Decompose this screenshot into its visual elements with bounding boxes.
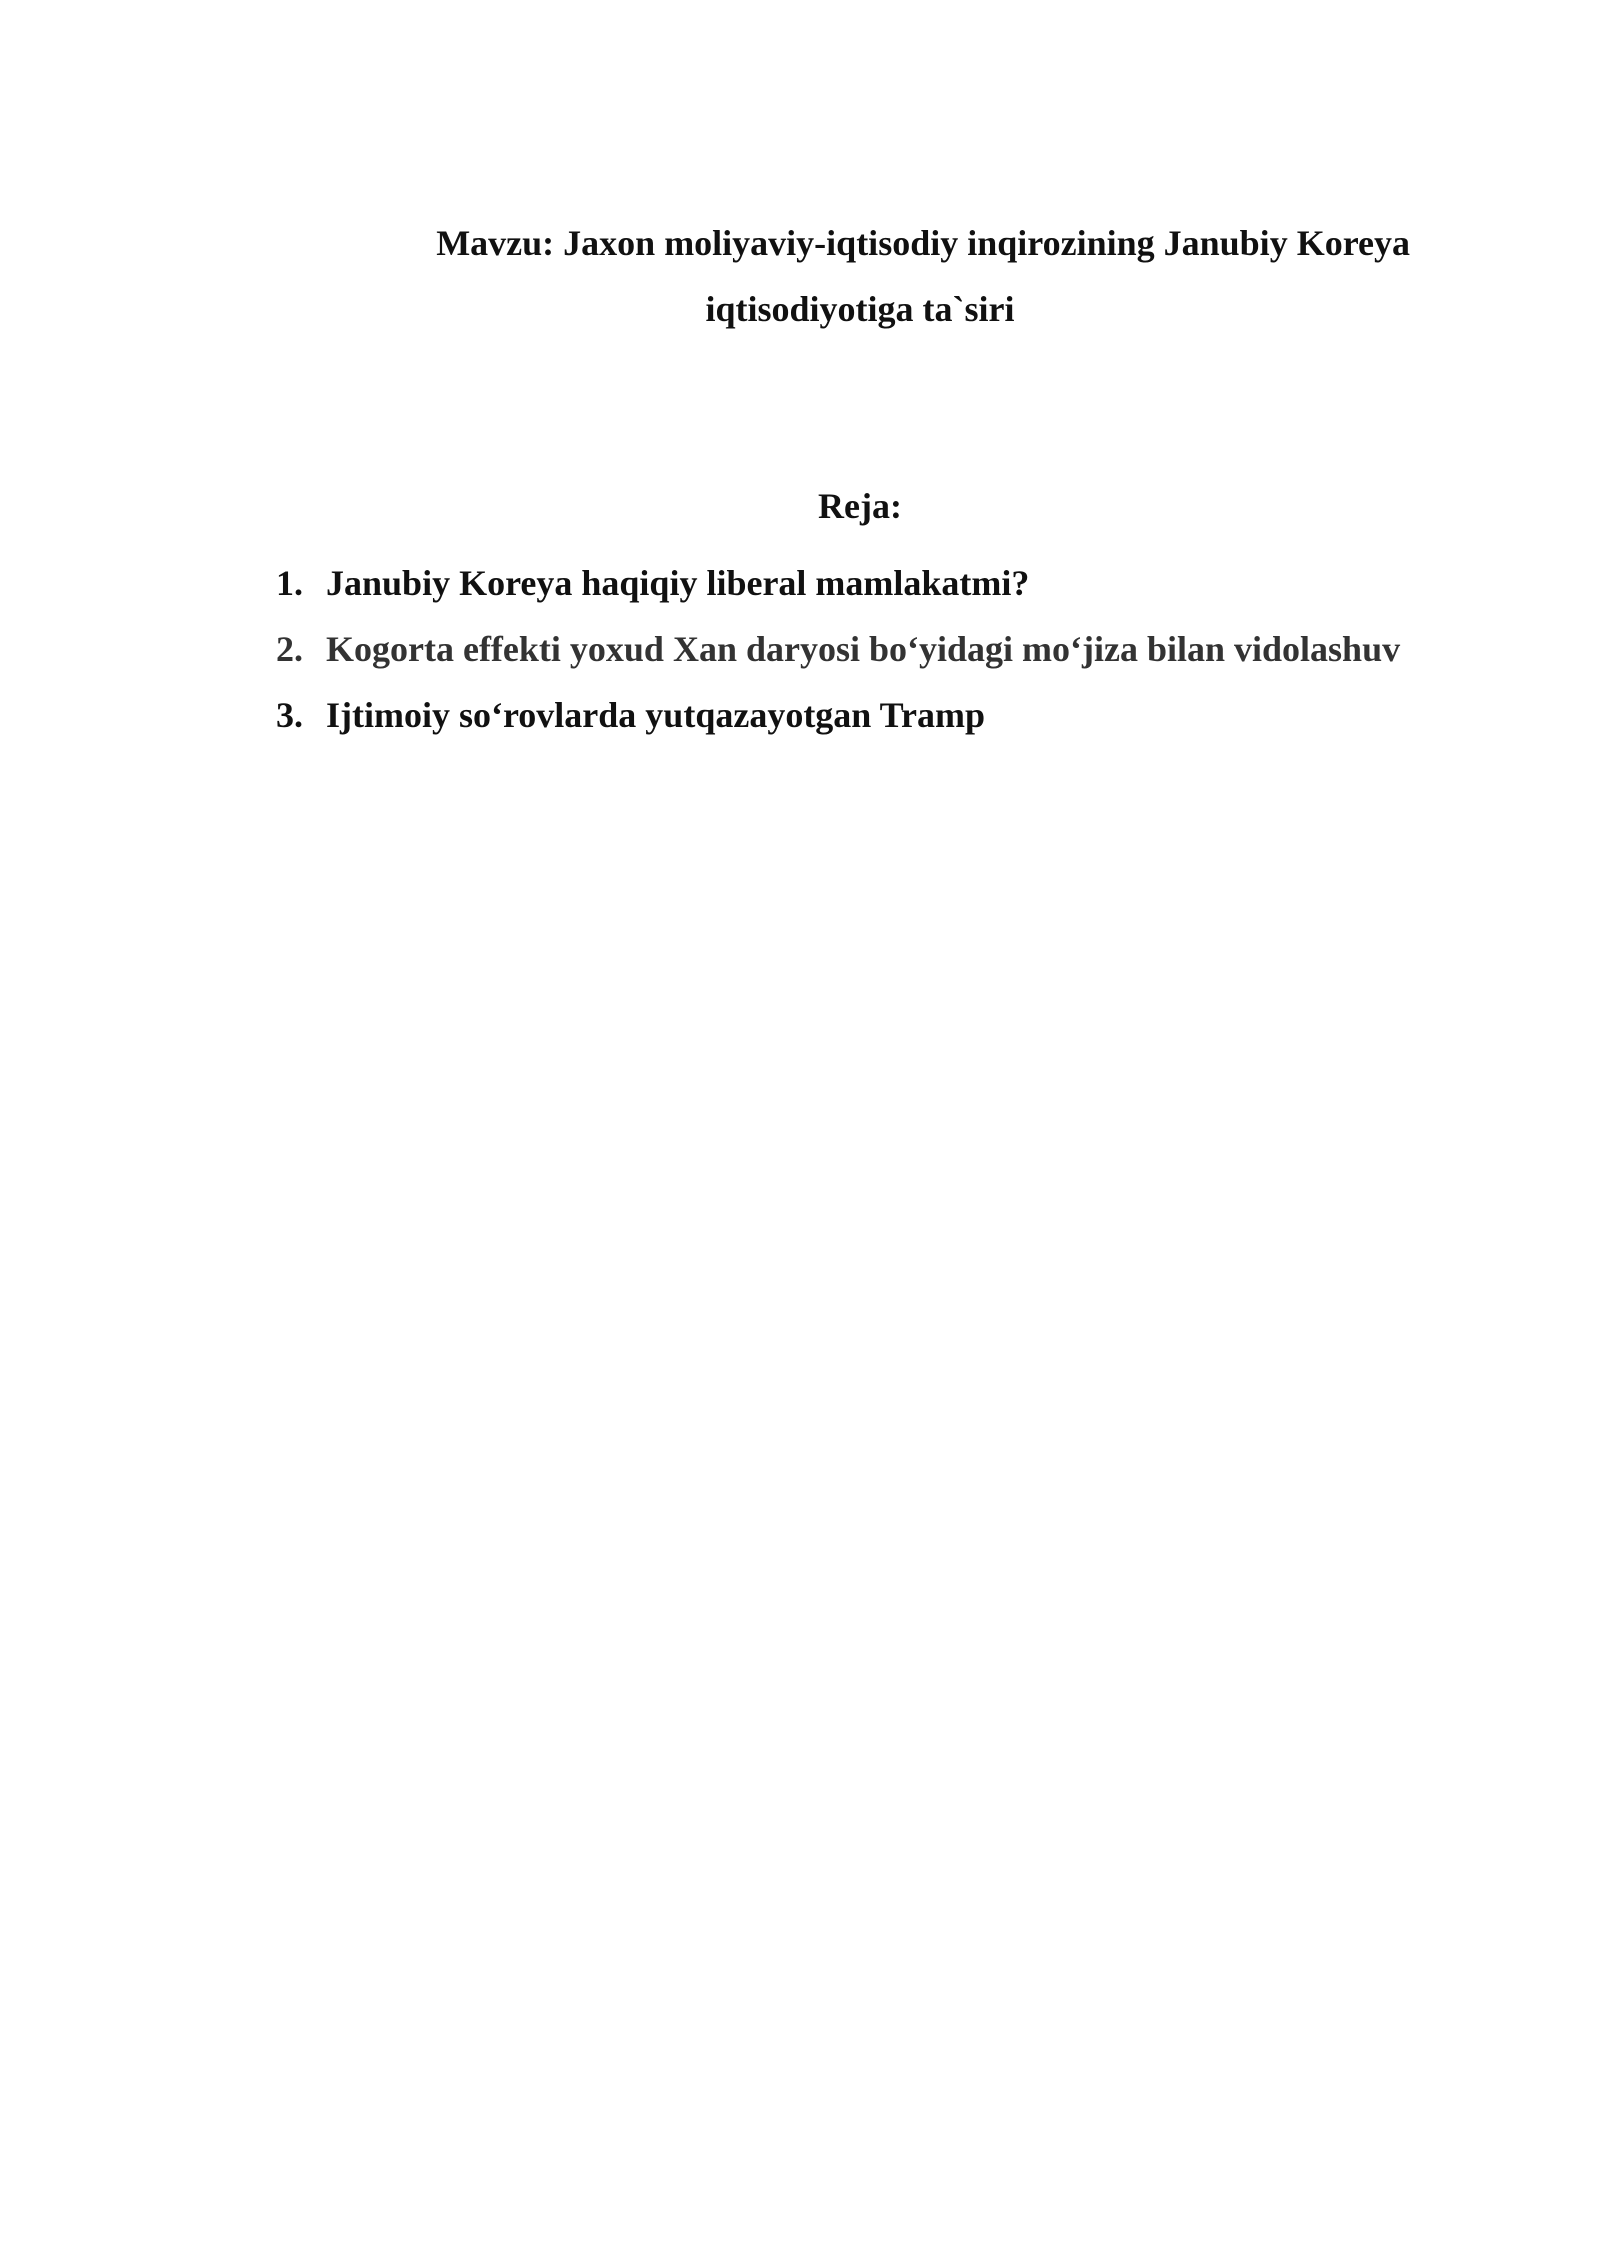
plan-heading: Reja: — [818, 486, 902, 526]
title-line-2: iqtisodiyotiga ta`siri — [705, 289, 1015, 329]
document-title — [270, 210, 1450, 342]
plan-list — [276, 550, 1400, 748]
plan-item-1 — [276, 550, 1400, 616]
title-line-1: Mavzu: Jaxon moliyaviy-iqtisodiy inqirozining Janubiy Koreya — [436, 223, 1410, 263]
plan-item-2 — [276, 616, 1400, 682]
plan-item-number: 2. — [276, 629, 303, 669]
plan-item-number: 1. — [276, 563, 303, 603]
plan-item-text: Kogorta effekti yoxud Xan daryosi bo‘yidagi mo‘jiza bilan vidolashuv — [326, 629, 1401, 669]
plan-item-3 — [276, 682, 1400, 748]
plan-item-text: Janubiy Koreya haqiqiy liberal mamlakatmi? — [326, 563, 1030, 603]
plan-item-text: Ijtimoiy so‘rovlarda yutqazayotgan Tramp — [326, 695, 986, 735]
plan-item-number: 3. — [276, 695, 303, 735]
